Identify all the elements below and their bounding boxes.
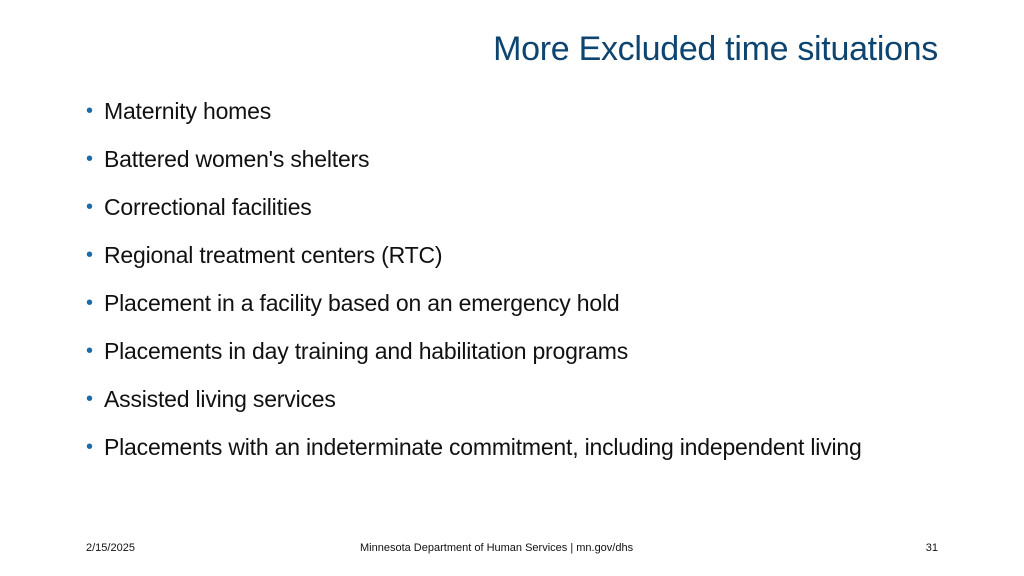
- bullet-text: Maternity homes: [104, 98, 272, 124]
- list-item: [86, 338, 936, 365]
- bullet-icon: •: [86, 388, 93, 410]
- bullet-text: Placements in day training and habilitation programs: [104, 338, 629, 364]
- list-item: [86, 146, 936, 173]
- footer-organization: Minnesota Department of Human Services | mn.gov/dhs: [360, 542, 634, 554]
- bullet-icon: •: [86, 148, 93, 170]
- list-item: [86, 194, 936, 221]
- list-item: [86, 242, 936, 269]
- bullet-icon: •: [86, 436, 93, 458]
- bullet-list: [86, 98, 936, 482]
- list-item: [86, 98, 936, 125]
- slide-title: More Excluded time situations: [493, 30, 938, 68]
- bullet-icon: •: [86, 100, 93, 122]
- bullet-text: Placement in a facility based on an emergency hold: [104, 290, 620, 316]
- list-item: [86, 386, 936, 413]
- footer-date: 2/15/2025: [86, 542, 135, 554]
- bullet-icon: •: [86, 244, 93, 266]
- bullet-icon: •: [86, 196, 93, 218]
- bullet-icon: •: [86, 340, 93, 362]
- bullet-text: Assisted living services: [104, 386, 336, 412]
- list-item: [86, 290, 936, 317]
- bullet-text: Correctional facilities: [104, 194, 312, 220]
- page-number: 31: [925, 542, 938, 554]
- bullet-text: Placements with an indeterminate commitment, including independent living: [104, 434, 862, 460]
- bullet-icon: •: [86, 292, 93, 314]
- bullet-text: Battered women's shelters: [104, 146, 370, 172]
- bullet-text: Regional treatment centers (RTC): [104, 242, 443, 268]
- list-item: [86, 434, 936, 461]
